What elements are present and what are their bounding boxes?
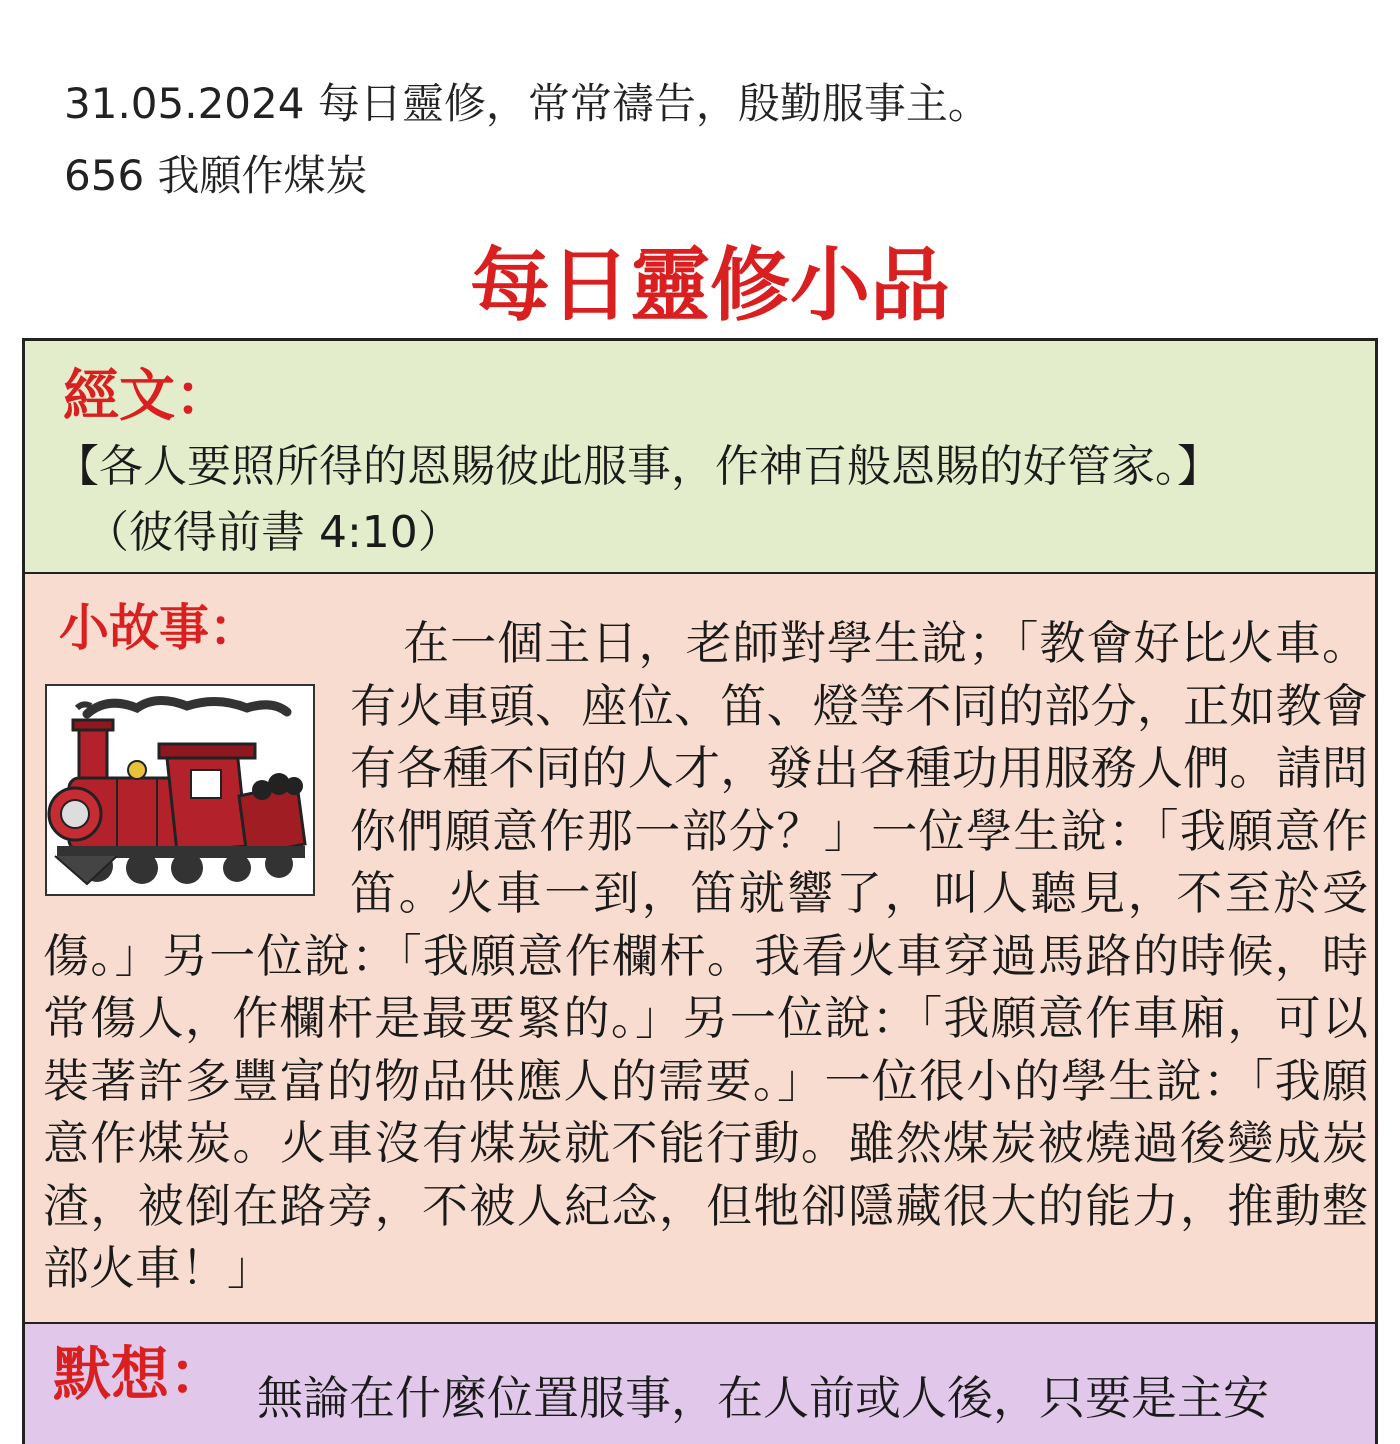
scripture-label: 經文： (63, 364, 231, 429)
meditation-text: 無論在什麼位置服事，在人前或人後，只要是主安 (257, 1371, 1269, 1425)
scripture-reference: （彼得前書 4:10） (85, 507, 462, 558)
date-theme-line: 31.05.2024 每日靈修，常常禱告，殷勤服事主。 (64, 79, 990, 128)
scripture-panel (22, 338, 1378, 574)
story-paragraph: 在一個主日，老師對學生說；「教會好比火車。有火車頭、座位、笛、燈等不同的部分，正如教會有各種不同的人才，發出各種功用服務人們。請問你們願意作那一部分？」一位學生說：「我願意作笛。火車一到，笛就響了，叫人聽見，不至於受傷。」另一位說：「我願意作欄杆。我看火車穿過馬路的時候，時常傷人，作欄杆是最要緊的。」另一位說：「我願意作車廂，可以裝著許多豐富的物品供應人的需要。」一位很小的學生說：「我願意作煤炭。火車沒有煤炭就不能行動。雖然煤炭被燒過後變成炭渣，被倒在路旁，不被人紀念，但牠卻隱藏很大的能力，推動整部火車！」 (43, 616, 1368, 1295)
meditation-label: 默想： (53, 1340, 228, 1408)
story-label: 小故事： (59, 599, 259, 657)
story-panel (22, 574, 1378, 1324)
hymn-title-line: 656 我願作煤炭 (64, 151, 368, 200)
page-title: 每日靈修小品 (470, 239, 950, 332)
scripture-verse: 【各人要照所得的恩賜彼此服事，作神百般恩賜的好管家。】 (55, 441, 1221, 492)
story-text-block (43, 612, 1368, 1300)
meditation-panel (22, 1324, 1378, 1444)
